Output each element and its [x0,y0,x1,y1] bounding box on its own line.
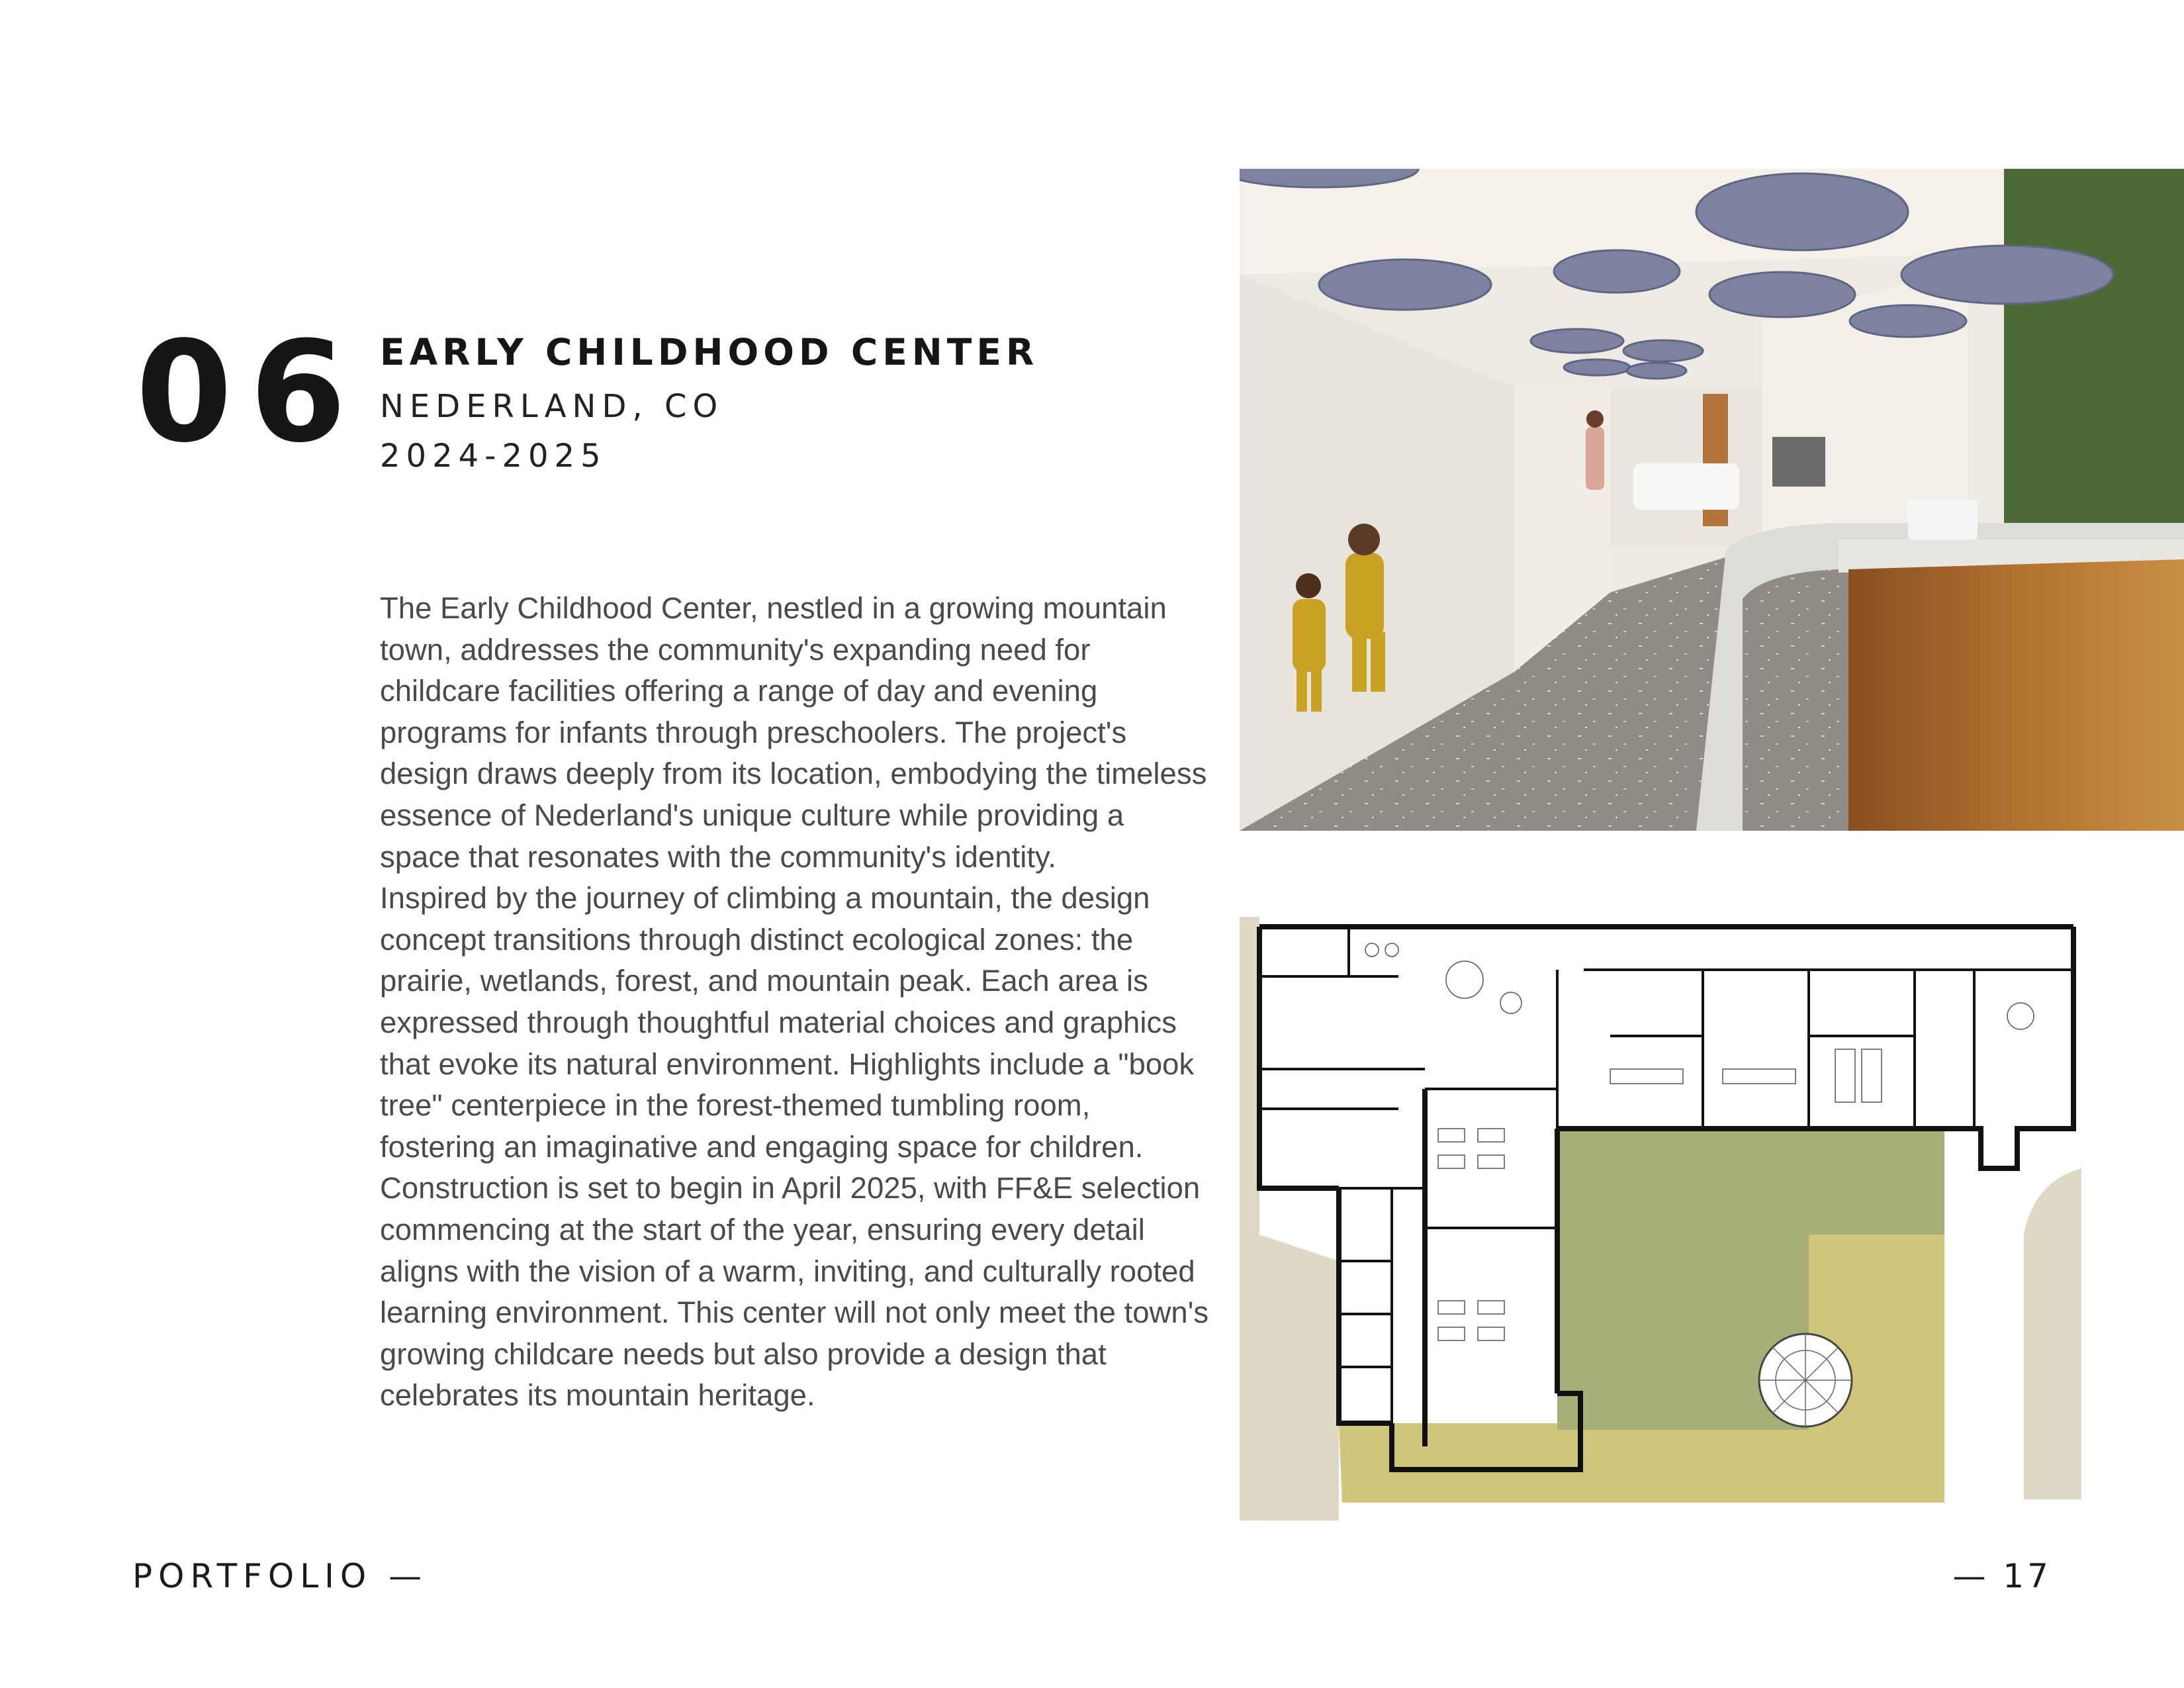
project-number: 06 [136,311,364,473]
project-location: NEDERLAND, CO [380,388,724,425]
project-title: EARLY CHILDHOOD CENTER [380,331,1039,373]
description-paragraph-1: The Early Childhood Center, nestled in a growing mountain town, addresses the community's expanding need for childcare facilities offering a range of day and evening programs for infants through preschoolers. The project's design draws deeply from its location, embodying the timeless essence of Nederland's unique culture while providing a space that resonates with the community's identity. [380,591,1207,874]
interior-rendering-image [1240,169,2184,831]
floor-plan-image [1240,917,2081,1521]
project-description [380,588,1210,1417]
description-paragraph-2: Inspired by the journey of climbing a mountain, the design concept transitions through distinct ecological zones: the prairie, wetlands, forest, and mountain peak. Each area is expressed through thoughtful material choices and graphics that evoke its natural environment. Highlights include a "book tree" centerpiece in the forest-themed tumbling room, fostering an imaginative and engaging space for children. [380,881,1195,1164]
description-paragraph-3: Construction is set to begin in April 2025, with FF&E selection commencing at the start of the year, ensuring every detail aligns with the vision of a warm, inviting, and culturally rooted learning environment. This center will not only meet the town's growing childcare needs but also provide a design that celebrates its mountain heritage. [380,1171,1209,1413]
project-years: 2024-2025 [380,438,607,475]
footer-page-number: — 17 [1952,1557,2052,1595]
footer-portfolio-label: PORTFOLIO — [132,1557,428,1595]
